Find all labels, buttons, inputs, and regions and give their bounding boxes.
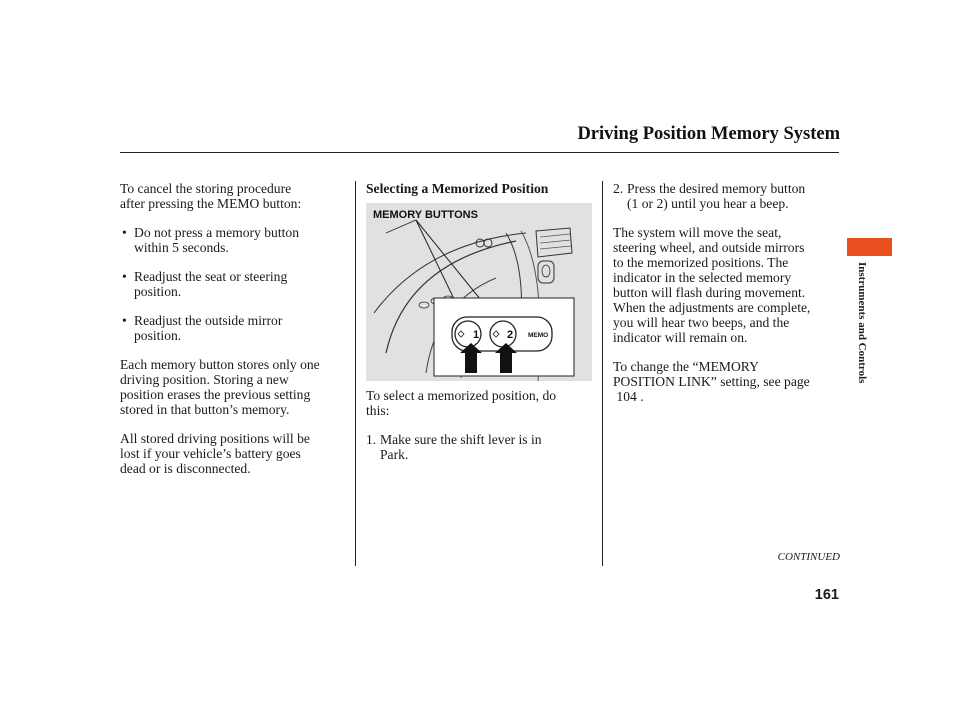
section-tab-label [856,262,870,402]
section-heading: Selecting a Memorized Position [366,181,549,196]
page-reference-link[interactable]: 104 . [613,389,644,404]
bullet-line: • Readjust the seat or steering [134,269,288,284]
paragraph-line: steering wheel, and outside mirrors [613,240,805,255]
step-2 [613,181,839,211]
continued-label: CONTINUED [777,551,840,563]
paragraph-line: this: [366,403,390,418]
paragraph-line: The system will move the seat, [613,225,782,240]
paragraph-line: dead or is disconnected. [120,461,251,476]
step-number: 1. [366,432,377,447]
step-line: (1 or 2) until you hear a beep. [627,196,789,211]
step-number: 2. [613,181,624,196]
paragraph-line: stored in that button’s memory. [120,402,290,417]
memo-button-label: MEMO [528,332,549,339]
button-2-label: 2 [507,329,514,341]
figure-label: MEMORY BUTTONS [373,209,478,221]
column-middle-text [366,388,596,462]
section-tab-text: Instruments and Controls [856,262,868,384]
column-divider-right [602,181,603,566]
paragraph-line: button will flash during movement. [613,285,806,300]
paragraph-line: All stored driving positions will be [120,431,310,446]
paragraph-line: When the adjustments are complete, [613,300,811,315]
bullet-line: position. [134,284,182,299]
intro-line-2: after pressing the MEMO button: [120,196,302,211]
section-tab [847,238,892,256]
step-line: Make sure the shift lever is in [380,432,542,447]
column-divider-left [355,181,356,566]
paragraph-line: indicator in the selected memory [613,270,792,285]
step-1 [366,432,596,462]
column-right [613,181,839,404]
page-number: 161 [814,587,839,603]
bullet-line: • Do not press a memory button [134,225,299,240]
paragraph-line: driving position. Storing a new [120,372,289,387]
paragraph-line: to the memorized positions. The [613,255,789,270]
step-line: Press the desired memory button [627,181,806,196]
page-title: Driving Position Memory System [577,124,840,144]
paragraph-line: you will hear two beeps, and the [613,315,790,330]
header-rule [120,152,839,153]
bullet-item [120,225,352,255]
paragraph-line: indicator will remain on. [613,330,748,345]
bullet-line: within 5 seconds. [134,240,229,255]
column-left [120,181,352,476]
bullet-line: position. [134,328,182,343]
bullet-item [120,269,352,299]
paragraph-line: To change the “MEMORY [613,359,759,374]
memory-buttons-illustration [366,203,592,381]
paragraph-line: To select a memorized position, do [366,388,557,403]
paragraph-line: Each memory button stores only one [120,357,320,372]
memory-buttons-figure [366,203,592,381]
bullet-item [120,313,352,343]
column-middle [366,181,596,196]
paragraph-line: POSITION LINK” setting, see page [613,374,810,389]
intro-line-1: To cancel the storing procedure [120,181,292,196]
paragraph-line: lost if your vehicle’s battery goes [120,446,301,461]
bullet-line: • Readjust the outside mirror [134,313,283,328]
button-1-label: 1 [473,329,480,341]
paragraph-line: position erases the previous setting [120,387,311,402]
step-line: Park. [380,447,409,462]
